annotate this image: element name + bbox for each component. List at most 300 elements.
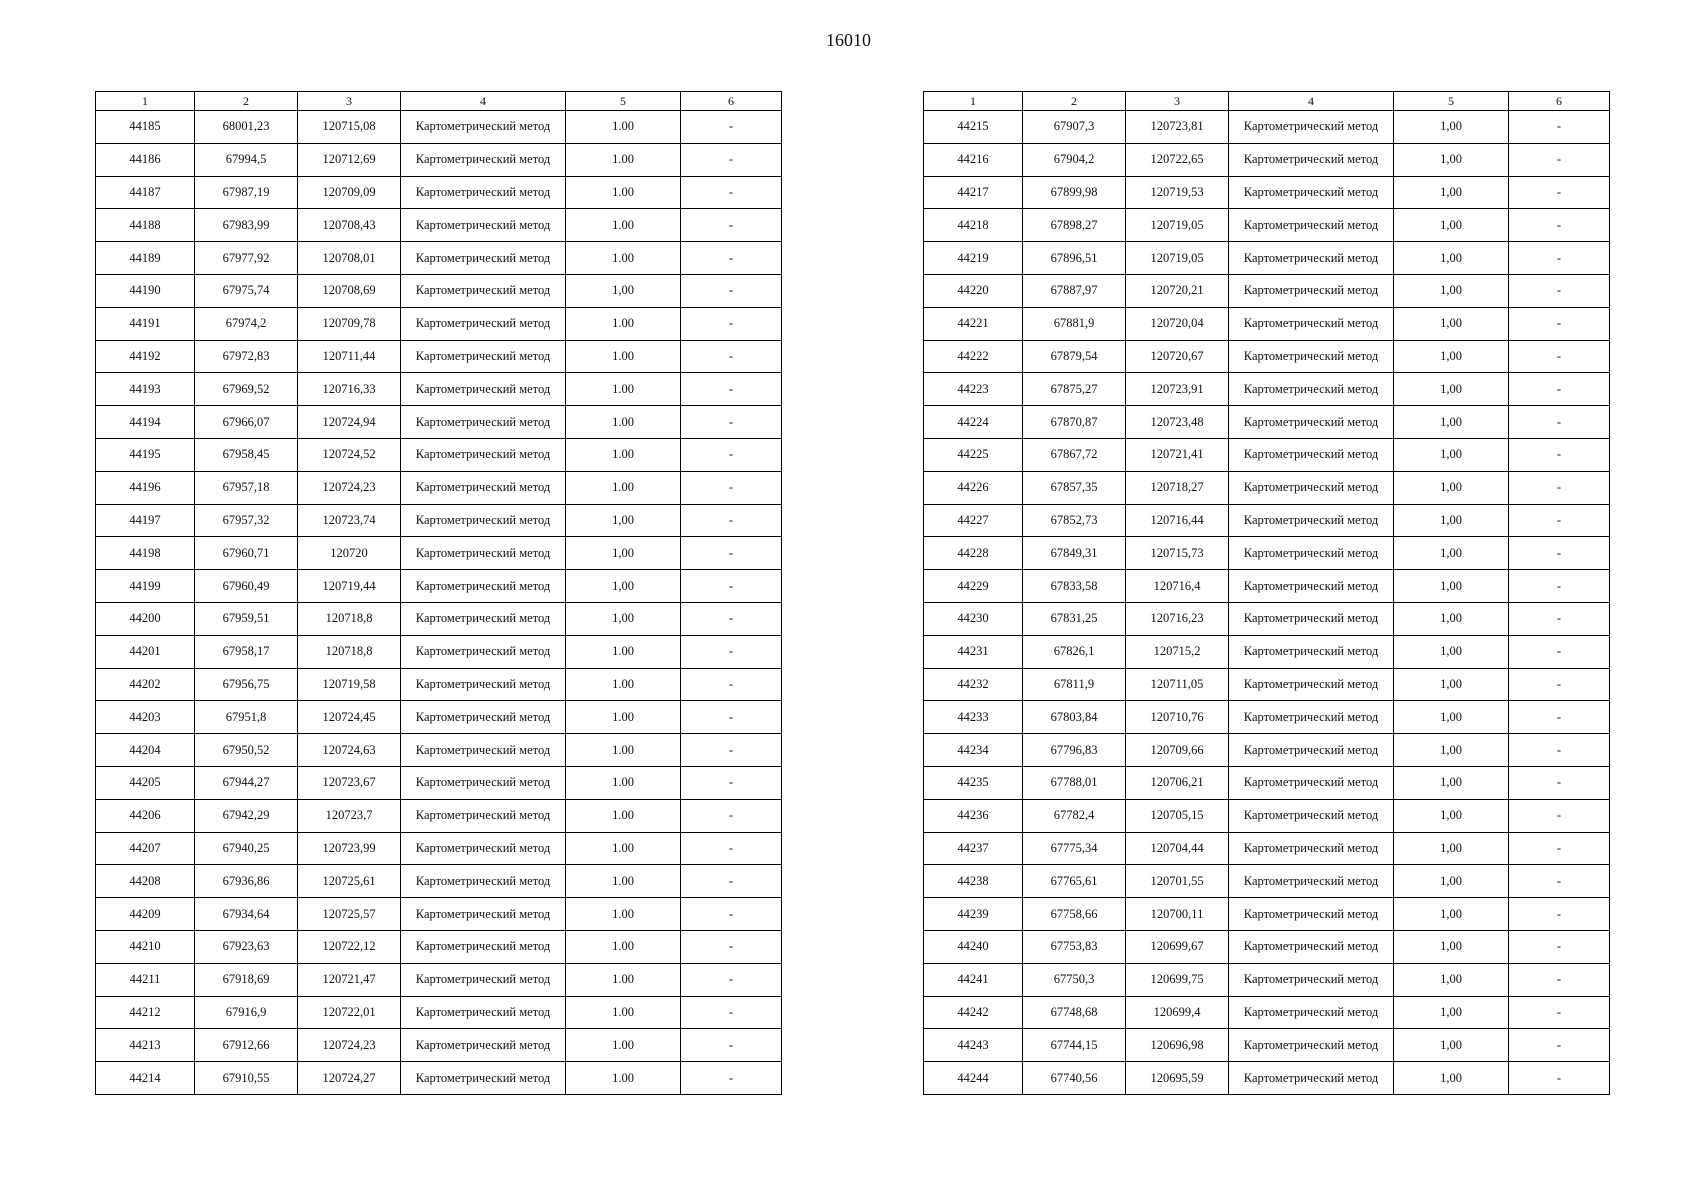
table-row [924, 570, 1610, 603]
page-number: 16010 [826, 30, 871, 50]
table-cell: 120719,05 [1126, 209, 1229, 242]
table-cell: 44232 [924, 668, 1023, 701]
table-cell: 1,00 [1394, 111, 1509, 144]
table-cell: Картометрический метод [1229, 537, 1394, 570]
table-cell: 67896,51 [1023, 242, 1126, 275]
table-row [924, 406, 1610, 439]
table-cell: 44222 [924, 340, 1023, 373]
table-row [924, 832, 1610, 865]
table-cell: 67912,66 [195, 1029, 298, 1062]
table-cell: 1,00 [1394, 701, 1509, 734]
table-cell: 44212 [96, 996, 195, 1029]
table-cell: 67887,97 [1023, 274, 1126, 307]
table-row [924, 111, 1610, 144]
table-row [924, 930, 1610, 963]
table-cell: Картометрический метод [401, 242, 566, 275]
table-cell: - [681, 602, 782, 635]
table-cell: 1,00 [566, 537, 681, 570]
table-cell: - [681, 111, 782, 144]
table-cell: 67870,87 [1023, 406, 1126, 439]
table-cell: - [1509, 996, 1610, 1029]
table-cell: 120724,94 [298, 406, 401, 439]
table-cell: 1,00 [1394, 471, 1509, 504]
table-row [96, 602, 782, 635]
table-cell: 44185 [96, 111, 195, 144]
table-cell: Картометрический метод [1229, 209, 1394, 242]
table-cell: 1.00 [566, 242, 681, 275]
table-cell: 67966,07 [195, 406, 298, 439]
table-cell: 1.00 [566, 734, 681, 767]
table-cell: Картометрический метод [401, 865, 566, 898]
table-cell: 1.00 [566, 635, 681, 668]
table-cell: 67923,63 [195, 930, 298, 963]
table-cell: 67750,3 [1023, 963, 1126, 996]
table-row [924, 668, 1610, 701]
table-cell: - [1509, 635, 1610, 668]
table-row [96, 274, 782, 307]
table-cell: - [681, 734, 782, 767]
table-cell: 1,00 [1394, 307, 1509, 340]
table-row [96, 1029, 782, 1062]
table-cell: Картометрический метод [401, 537, 566, 570]
table-cell: 120716,23 [1126, 602, 1229, 635]
table-cell: Картометрический метод [1229, 143, 1394, 176]
column-header: 5 [1394, 92, 1509, 111]
table-cell: 44217 [924, 176, 1023, 209]
table-cell: 67849,31 [1023, 537, 1126, 570]
table-cell: Картометрический метод [401, 471, 566, 504]
table-cell: 1,00 [1394, 209, 1509, 242]
table-cell: 120715,73 [1126, 537, 1229, 570]
table-cell: Картометрический метод [1229, 930, 1394, 963]
table-cell: 120708,69 [298, 274, 401, 307]
table-cell: 44225 [924, 438, 1023, 471]
table-cell: Картометрический метод [401, 504, 566, 537]
table-cell: - [681, 668, 782, 701]
table-cell: 44186 [96, 143, 195, 176]
table-cell: 44226 [924, 471, 1023, 504]
table-cell: 67959,51 [195, 602, 298, 635]
table-cell: Картометрический метод [1229, 635, 1394, 668]
table-cell: Картометрический метод [401, 734, 566, 767]
table-cell: 67765,61 [1023, 865, 1126, 898]
table-cell: 67782,4 [1023, 799, 1126, 832]
table-row [96, 701, 782, 734]
table-cell: 67972,83 [195, 340, 298, 373]
table-cell: - [681, 143, 782, 176]
table-cell: 67826,1 [1023, 635, 1126, 668]
table-cell: 44242 [924, 996, 1023, 1029]
table-cell: Картометрический метод [1229, 340, 1394, 373]
table-cell: 1.00 [566, 143, 681, 176]
table-row [96, 209, 782, 242]
table-cell: 44235 [924, 766, 1023, 799]
table-row [96, 242, 782, 275]
table-cell: - [1509, 373, 1610, 406]
table-cell: 1.00 [566, 176, 681, 209]
table-cell: Картометрический метод [401, 832, 566, 865]
table-cell: 67958,17 [195, 635, 298, 668]
table-cell: 120723,48 [1126, 406, 1229, 439]
table-cell: 1,00 [1394, 340, 1509, 373]
table-cell: 120704,44 [1126, 832, 1229, 865]
table-cell: 44194 [96, 406, 195, 439]
table-row [924, 504, 1610, 537]
table-cell: 44240 [924, 930, 1023, 963]
table-cell: 67740,56 [1023, 1062, 1126, 1095]
table-cell: 1,00 [1394, 766, 1509, 799]
table-cell: Картометрический метод [1229, 832, 1394, 865]
table-cell: Картометрический метод [1229, 701, 1394, 734]
table-cell: - [681, 799, 782, 832]
table-cell: 67907,3 [1023, 111, 1126, 144]
table-cell: Картометрический метод [1229, 242, 1394, 275]
table-cell: - [1509, 111, 1610, 144]
table-row [924, 865, 1610, 898]
column-header: 3 [1126, 92, 1229, 111]
table-cell: 44228 [924, 537, 1023, 570]
table-cell: 120724,27 [298, 1062, 401, 1095]
table-cell: 44196 [96, 471, 195, 504]
table-header-row [96, 92, 782, 111]
table-cell: 67934,64 [195, 898, 298, 931]
table-cell: - [1509, 668, 1610, 701]
table-cell: - [681, 635, 782, 668]
table-body-right [924, 111, 1610, 1095]
table-cell: 1.00 [566, 701, 681, 734]
table-cell: Картометрический метод [401, 176, 566, 209]
table-cell: 67881,9 [1023, 307, 1126, 340]
table-cell: 1.00 [566, 996, 681, 1029]
table-cell: 1,00 [1394, 734, 1509, 767]
table-cell: - [681, 996, 782, 1029]
table-cell: - [1509, 799, 1610, 832]
table-cell: 67852,73 [1023, 504, 1126, 537]
table-cell: - [1509, 963, 1610, 996]
table-cell: - [1509, 209, 1610, 242]
table-row [924, 996, 1610, 1029]
table-cell: 67918,69 [195, 963, 298, 996]
table-cell: - [681, 373, 782, 406]
table-cell: 1.00 [566, 898, 681, 931]
table-row [96, 635, 782, 668]
table-cell: 67958,45 [195, 438, 298, 471]
table-cell: 67957,32 [195, 504, 298, 537]
table-cell: 67904,2 [1023, 143, 1126, 176]
table-cell: 120716,44 [1126, 504, 1229, 537]
table-cell: - [681, 307, 782, 340]
column-header: 6 [681, 92, 782, 111]
table-cell: 1,00 [1394, 504, 1509, 537]
table-cell: 1.00 [566, 1029, 681, 1062]
table-cell: 44230 [924, 602, 1023, 635]
table-cell: 44201 [96, 635, 195, 668]
table-cell: - [1509, 340, 1610, 373]
table-cell: - [681, 242, 782, 275]
table-cell: Картометрический метод [401, 930, 566, 963]
table-cell: 44202 [96, 668, 195, 701]
table-cell: Картометрический метод [401, 373, 566, 406]
table-cell: Картометрический метод [1229, 799, 1394, 832]
table-cell: 120722,01 [298, 996, 401, 1029]
table-cell: 44210 [96, 930, 195, 963]
table-row [924, 701, 1610, 734]
table-row [96, 438, 782, 471]
table-cell: 44187 [96, 176, 195, 209]
table-cell: 44234 [924, 734, 1023, 767]
table-cell: 67975,74 [195, 274, 298, 307]
table-cell: - [681, 865, 782, 898]
table-cell: 1,00 [1394, 668, 1509, 701]
table-cell: 1.00 [566, 373, 681, 406]
table-cell: 120723,81 [1126, 111, 1229, 144]
table-cell: 67811,9 [1023, 668, 1126, 701]
table-cell: 67987,19 [195, 176, 298, 209]
table-cell: 1.00 [566, 668, 681, 701]
table-row [924, 209, 1610, 242]
table-row [96, 176, 782, 209]
table-cell: 67969,52 [195, 373, 298, 406]
table-cell: 44223 [924, 373, 1023, 406]
table-cell: 120720,21 [1126, 274, 1229, 307]
table-body-left [96, 111, 782, 1095]
table-cell: - [1509, 570, 1610, 603]
table-cell: - [1509, 865, 1610, 898]
table-cell: 120716,4 [1126, 570, 1229, 603]
table-cell: - [681, 832, 782, 865]
table-cell: - [1509, 242, 1610, 275]
table-cell: - [1509, 176, 1610, 209]
table-cell: 44224 [924, 406, 1023, 439]
table-cell: Картометрический метод [401, 274, 566, 307]
table-cell: Картометрический метод [401, 602, 566, 635]
table-cell: 1,00 [1394, 602, 1509, 635]
table-cell: - [1509, 143, 1610, 176]
table-cell: Картометрический метод [1229, 438, 1394, 471]
table-row [96, 307, 782, 340]
table-cell: 44213 [96, 1029, 195, 1062]
table-cell: 44238 [924, 865, 1023, 898]
table-cell: - [681, 1062, 782, 1095]
table-cell: 120724,52 [298, 438, 401, 471]
table-cell: 120724,45 [298, 701, 401, 734]
table-cell: 67940,25 [195, 832, 298, 865]
table-cell: 44227 [924, 504, 1023, 537]
table-cell: - [1509, 898, 1610, 931]
table-cell: 120725,57 [298, 898, 401, 931]
table-cell: 1,00 [1394, 799, 1509, 832]
table-row [96, 996, 782, 1029]
table-cell: 44199 [96, 570, 195, 603]
table-cell: 1,00 [1394, 176, 1509, 209]
table-cell: - [1509, 537, 1610, 570]
table-cell: 1,00 [1394, 963, 1509, 996]
table-row [924, 537, 1610, 570]
table-cell: 120696,98 [1126, 1029, 1229, 1062]
table-cell: 120710,76 [1126, 701, 1229, 734]
table-row [924, 734, 1610, 767]
table-cell: 67803,84 [1023, 701, 1126, 734]
table-row [96, 668, 782, 701]
table-cell: 1.00 [566, 1062, 681, 1095]
column-header: 2 [195, 92, 298, 111]
table-cell: 120721,47 [298, 963, 401, 996]
table-cell: 1.00 [566, 438, 681, 471]
table-cell: 120723,74 [298, 504, 401, 537]
table-cell: 44189 [96, 242, 195, 275]
table-row [924, 898, 1610, 931]
table-cell: Картометрический метод [1229, 898, 1394, 931]
table-row [924, 799, 1610, 832]
table-cell: Картометрический метод [1229, 963, 1394, 996]
table-cell: 1,00 [1394, 996, 1509, 1029]
table-cell: - [1509, 701, 1610, 734]
coordinates-table-left [95, 91, 782, 1095]
table-cell: 120699,75 [1126, 963, 1229, 996]
table-cell: 120718,27 [1126, 471, 1229, 504]
table-cell: Картометрический метод [401, 209, 566, 242]
table-cell: Картометрический метод [1229, 307, 1394, 340]
table-cell: 67875,27 [1023, 373, 1126, 406]
table-cell: 120719,44 [298, 570, 401, 603]
table-cell: - [1509, 930, 1610, 963]
column-header: 6 [1509, 92, 1610, 111]
table-cell: 1,00 [1394, 1029, 1509, 1062]
table-cell: 67977,92 [195, 242, 298, 275]
table-cell: 67956,75 [195, 668, 298, 701]
table-cell: Картометрический метод [401, 963, 566, 996]
table-cell: 120711,44 [298, 340, 401, 373]
table-cell: 120699,67 [1126, 930, 1229, 963]
table-cell: - [681, 1029, 782, 1062]
table-cell: Картометрический метод [401, 898, 566, 931]
table-cell: 120706,21 [1126, 766, 1229, 799]
table-row [924, 471, 1610, 504]
table-cell: 44229 [924, 570, 1023, 603]
table-cell: 44206 [96, 799, 195, 832]
table-cell: Картометрический метод [1229, 996, 1394, 1029]
table-cell: - [681, 766, 782, 799]
table-cell: 67974,2 [195, 307, 298, 340]
table-cell: 120708,01 [298, 242, 401, 275]
table-cell: 1.00 [566, 209, 681, 242]
table-cell: 44233 [924, 701, 1023, 734]
table-row [96, 406, 782, 439]
table-cell: 1,00 [566, 274, 681, 307]
table-cell: 67857,35 [1023, 471, 1126, 504]
table-cell: - [681, 504, 782, 537]
table-cell: 120715,08 [298, 111, 401, 144]
table-cell: 120720 [298, 537, 401, 570]
table-cell: - [1509, 832, 1610, 865]
table-cell: 67775,34 [1023, 832, 1126, 865]
table-cell: Картометрический метод [401, 766, 566, 799]
table-cell: 67748,68 [1023, 996, 1126, 1029]
table-cell: 120722,65 [1126, 143, 1229, 176]
table-cell: 120723,67 [298, 766, 401, 799]
table-cell: - [1509, 1062, 1610, 1095]
table-cell: Картометрический метод [1229, 1029, 1394, 1062]
table-cell: 1,00 [1394, 143, 1509, 176]
table-cell: 44219 [924, 242, 1023, 275]
table-cell: 44239 [924, 898, 1023, 931]
table-cell: Картометрический метод [401, 996, 566, 1029]
table-row [96, 832, 782, 865]
table-cell: 120720,67 [1126, 340, 1229, 373]
table-row [924, 602, 1610, 635]
table-cell: 120725,61 [298, 865, 401, 898]
table-cell: 67910,55 [195, 1062, 298, 1095]
table-cell: 44236 [924, 799, 1023, 832]
table-cell: 120722,12 [298, 930, 401, 963]
table-cell: 44193 [96, 373, 195, 406]
table-row [96, 963, 782, 996]
table-cell: Картометрический метод [401, 701, 566, 734]
table-cell: 120720,04 [1126, 307, 1229, 340]
table-cell: 44204 [96, 734, 195, 767]
table-cell: 44218 [924, 209, 1023, 242]
column-header: 4 [401, 92, 566, 111]
table-row [96, 898, 782, 931]
table-cell: 67867,72 [1023, 438, 1126, 471]
table-cell: 67833,58 [1023, 570, 1126, 603]
table-cell: Картометрический метод [1229, 176, 1394, 209]
table-cell: 120724,23 [298, 471, 401, 504]
table-cell: 120700,11 [1126, 898, 1229, 931]
table-cell: 120723,91 [1126, 373, 1229, 406]
table-cell: 120724,23 [298, 1029, 401, 1062]
table-cell: - [681, 471, 782, 504]
table-cell: 120723,99 [298, 832, 401, 865]
table-cell: - [1509, 766, 1610, 799]
table-cell: 44221 [924, 307, 1023, 340]
table-cell: 1.00 [566, 307, 681, 340]
table-cell: 44205 [96, 766, 195, 799]
table-cell: 1,00 [1394, 438, 1509, 471]
table-cell: 120718,8 [298, 602, 401, 635]
table-row [924, 242, 1610, 275]
table-cell: 120701,55 [1126, 865, 1229, 898]
table-cell: 120699,4 [1126, 996, 1229, 1029]
table-cell: 67944,27 [195, 766, 298, 799]
table-cell: 1.00 [566, 832, 681, 865]
table-cell: 1,00 [1394, 274, 1509, 307]
table-cell: 67950,52 [195, 734, 298, 767]
table-cell: 1.00 [566, 340, 681, 373]
table-cell: 68001,23 [195, 111, 298, 144]
table-cell: - [681, 209, 782, 242]
table-row [924, 635, 1610, 668]
table-cell: Картометрический метод [1229, 471, 1394, 504]
table-row [96, 340, 782, 373]
table-cell: Картометрический метод [1229, 570, 1394, 603]
table-row [96, 143, 782, 176]
table-cell: 1.00 [566, 406, 681, 439]
column-header: 1 [96, 92, 195, 111]
table-cell: - [1509, 438, 1610, 471]
table-cell: - [1509, 471, 1610, 504]
table-cell: 1,00 [1394, 406, 1509, 439]
table-cell: 1,00 [1394, 1062, 1509, 1095]
table-row [96, 734, 782, 767]
table-cell: 120715,2 [1126, 635, 1229, 668]
table-cell: - [681, 274, 782, 307]
table-row [96, 799, 782, 832]
table-row [924, 1062, 1610, 1095]
table-cell: 1.00 [566, 471, 681, 504]
table-cell: 44237 [924, 832, 1023, 865]
table-cell: 1,00 [1394, 242, 1509, 275]
